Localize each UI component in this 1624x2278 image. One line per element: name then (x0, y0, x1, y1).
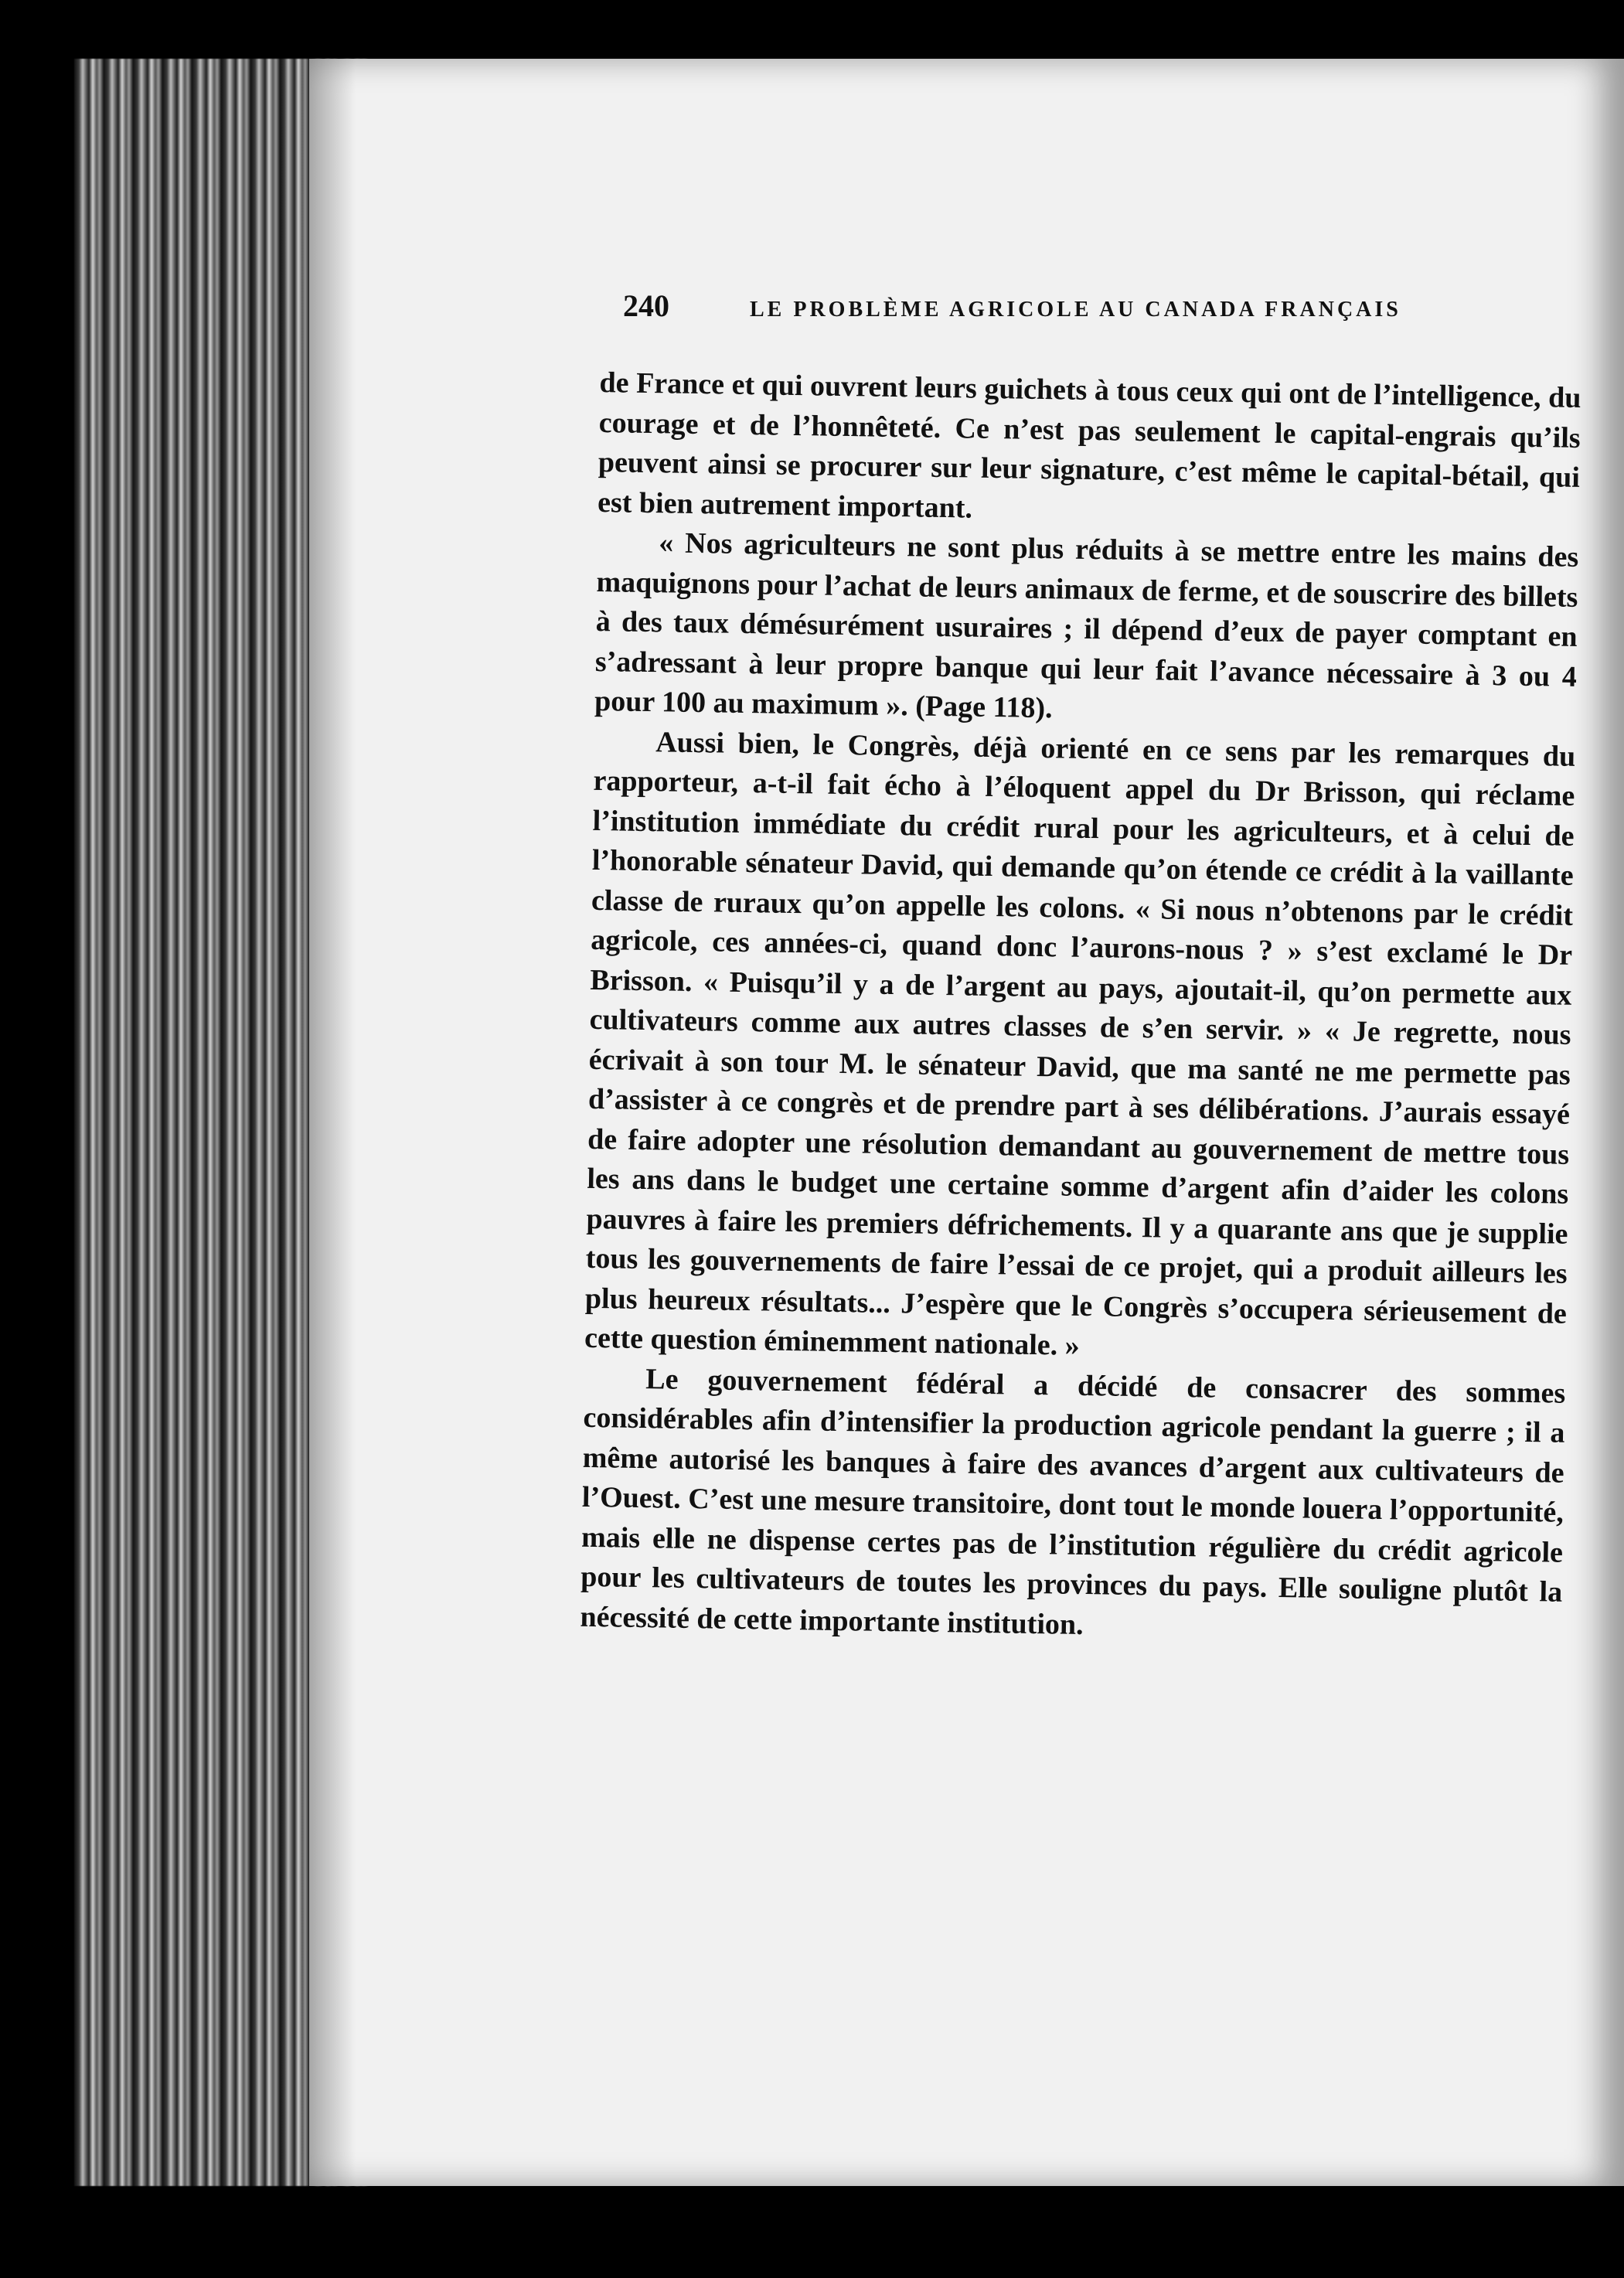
running-header (623, 288, 1458, 324)
gutter-shadow (309, 59, 356, 2186)
page-number: 240 (623, 288, 669, 323)
running-title: LE PROBLÈME AGRICOLE AU CANADA FRANÇAIS (750, 298, 1401, 322)
paragraph-3: Aussi bien, le Congrès, déjà orienté en ce sens par les remarques du rapporteur, a-t-il fait écho à l’éloquent appel du Dr Brisson, qui réclame l’institution immédiate du crédit rural pour les agriculteurs, et à celui de l’honorable sénateur David, qui demande qu’on étende ce crédit à la vaillante classe de ruraux qu’on appelle les colons. « Si nous n’obtenons par le crédit agricole, ces années-ci, quand donc l’aurons-nous ? » s’est exclamé le Dr Brisson. « Puisqu’il y a de l’argent au pays, ajoutait-il, qu’on permette aux cultivateurs comme aux autres classes de s’en servir. » « Je regrette, nous écrivait à son tour M. le sénateur David, que ma santé ne me permette pas d’assister à ce congrès et de prendre part à ses délibérations. J’aurais essayé de faire adopter une résolution demandant au gouvernement de mettre tous les ans dans le budget une certaine somme d’argent afin d’aider les colons pauvres à faire les premiers défrichements. Il y a quarante ans que je supplie tous les gouvernements de faire l’essai de ce projet, qui a produit ailleurs les plus heureux résultats... J’espère que le Congrès s’occupera sérieusement de cette question éminemment nationale. » (584, 725, 1576, 1362)
paragraph-2-quote: « Nos agriculteurs ne sont plus réduits à se mettre entre les mains des maquignons pour l’achat de leurs animaux de ferme, et de souscrire des billets à des taux démésurément usuraires ; il dépend d’eux de payer comptant en s’adressant à leur propre banque qui leur fait l’avance nécessaire à 3 ou 4 pour 100 au maximum ». (Page 118). (594, 526, 1579, 725)
paragraph-1: de France et qui ouvrent leurs guichets à tous ceux qui ont de l’intelligence, du courage et de l’honnêteté. Ce n’est pas seulement le capital-engrais qu’ils peuvent ainsi se procurer sur leur signature, c’est même le capital-bétail, qui est bien autrement important. (597, 366, 1581, 525)
paragraph-4: Le gouvernement fédéral a décidé de consacrer des sommes considérables afin d’intensifier la production agricole pendant la guerre ; il a même autorisé les banques à faire des avances d’argent aux cultivateurs de l’Ouest. C’est une mesure transitoire, dont tout le monde louera l’opportunité, mais elle ne dispense certes pas de l’institution régulière du crédit agricole pour les cultivateurs de toutes les provinces du pays. Elle souligne plutôt la nécessité de cette importante institution. (580, 1362, 1566, 1641)
body-text (580, 363, 1581, 1653)
